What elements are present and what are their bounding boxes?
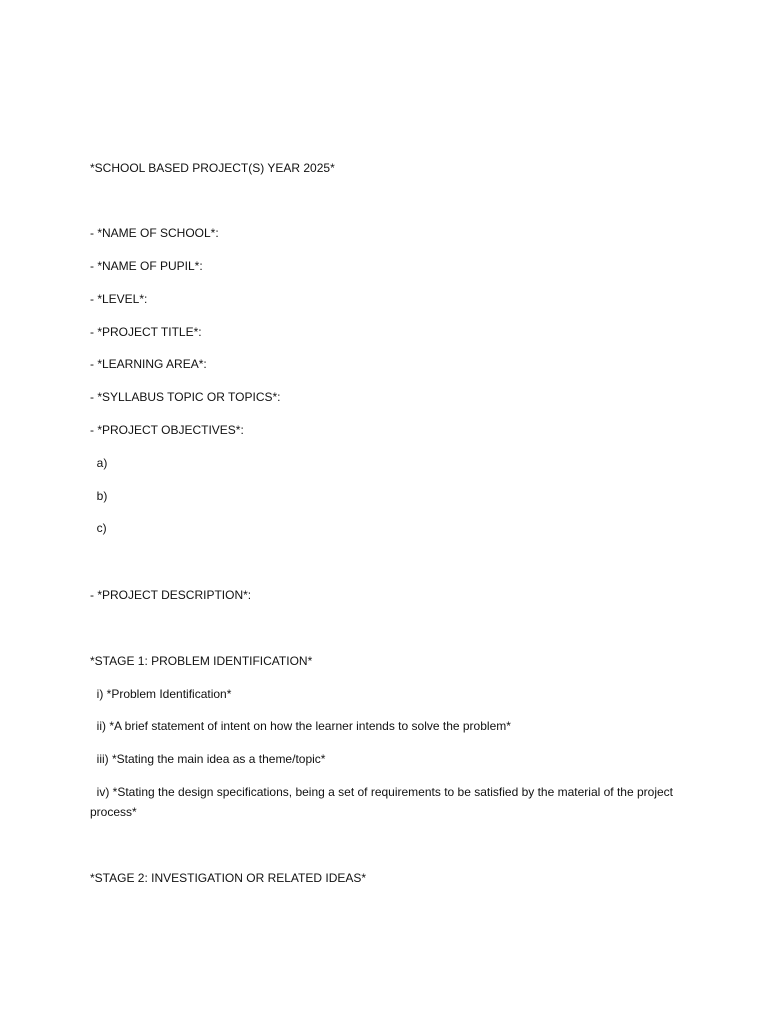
stage1-item-iv: iv) *Stating the design specifications, being a set of requirements to be satisfied by the material of the project process* (90, 785, 677, 819)
field-syllabus-topics: - *SYLLABUS TOPIC OR TOPICS*: (90, 390, 281, 404)
stage1-item-iii: iii) *Stating the main idea as a theme/topic* (90, 752, 326, 766)
stage1-item-i: i) *Problem Identification* (90, 687, 232, 701)
objective-b: b) (90, 489, 108, 503)
field-project-description: - *PROJECT DESCRIPTION*: (90, 588, 252, 602)
stage2-heading: *STAGE 2: INVESTIGATION OR RELATED IDEAS* (90, 871, 367, 885)
field-project-objectives: - *PROJECT OBJECTIVES*: (90, 423, 244, 437)
stage1-item-ii: ii) *A brief statement of intent on how the learner intends to solve the problem* (90, 719, 511, 733)
document-title: *SCHOOL BASED PROJECT(S) YEAR 2025* (90, 161, 335, 175)
field-project-title: - *PROJECT TITLE*: (90, 325, 202, 339)
objective-c: c) (90, 521, 107, 535)
field-name-of-pupil: - *NAME OF PUPIL*: (90, 259, 203, 273)
stage1-heading: *STAGE 1: PROBLEM IDENTIFICATION* (90, 654, 313, 668)
field-level: - *LEVEL*: (90, 292, 148, 306)
field-name-of-school: - *NAME OF SCHOOL*: (90, 226, 219, 240)
objective-a: a) (90, 456, 108, 470)
field-learning-area: - *LEARNING AREA*: (90, 357, 207, 371)
